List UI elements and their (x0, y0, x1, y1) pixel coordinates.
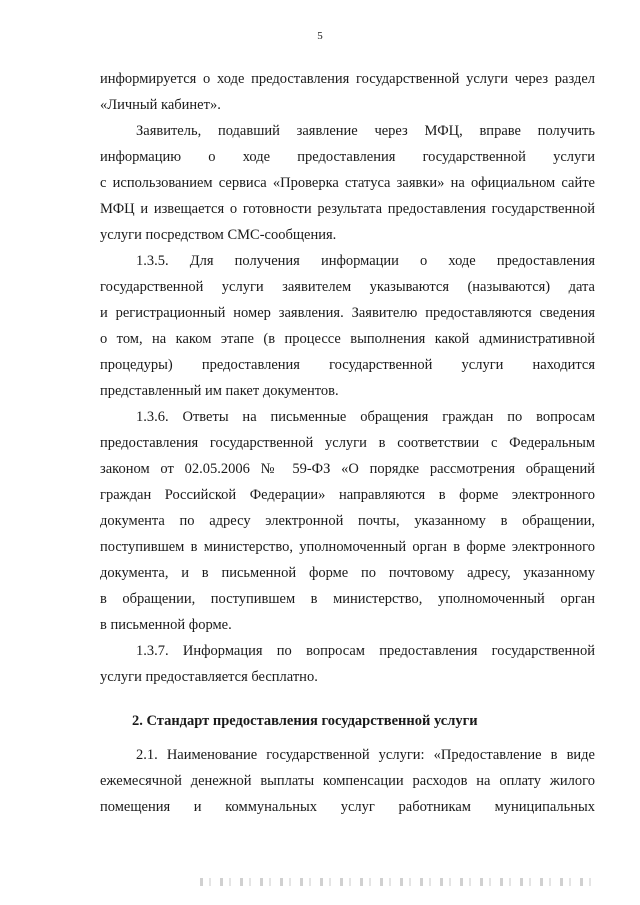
text-line: в письменной форме. (100, 617, 232, 633)
section-heading: 2. Стандарт предоставления государственной услуги (132, 713, 478, 729)
text-line: представленный им пакет документов. (100, 383, 339, 399)
text-line: граждан Российской Федерации» направляются в форме электронного (100, 487, 595, 503)
text-line: 1.3.6. Ответы на письменные обращения граждан по вопросам (136, 409, 595, 425)
text-line: документа по адресу электронной почты, указанному в обращении, (100, 513, 595, 529)
text-line: 1.3.7. Информация по вопросам предоставления государственной (136, 643, 595, 659)
text-line: поступившем в министерство, уполномоченный орган в форме электронного (100, 539, 595, 555)
text-line: процедуры) предоставления государственной услуги находится (100, 357, 595, 373)
text-line: Заявитель, подавший заявление через МФЦ, вправе получить (136, 123, 595, 139)
text-line: документа, и в письменной форме по почтовому адресу, указанному (100, 565, 595, 581)
text-line: о том, на каком этапе (в процессе выполнения какой административной (100, 331, 595, 347)
text-line: МФЦ и извещается о готовности результата предоставления государственной (100, 201, 595, 217)
text-line: с использованием сервиса «Проверка статуса заявки» на официальном сайте (100, 175, 595, 191)
scan-artifact (200, 878, 600, 886)
text-line: 2.1. Наименование государственной услуги: «Предоставление в виде (136, 747, 595, 763)
page-number: 5 (317, 30, 323, 42)
text-line: в обращении, поступившем в министерство, уполномоченный орган (100, 591, 595, 607)
text-line: услуги предоставляется бесплатно. (100, 669, 318, 685)
text-line: помещения и коммунальных услуг работникам муниципальных (100, 799, 595, 815)
text-line: информацию о ходе предоставления государственной услуги (100, 149, 595, 165)
text-line: ежемесячной денежной выплаты компенсации расходов на оплату жилого (100, 773, 595, 789)
text-line: предоставления государственной услуги в соответствии с Федеральным (100, 435, 595, 451)
text-line: информируется о ходе предоставления государственной услуги через раздел (100, 71, 595, 87)
text-line: 1.3.5. Для получения информации о ходе предоставления (136, 253, 595, 269)
text-line: услуги посредством СМС-сообщения. (100, 227, 337, 243)
text-line: и регистрационный номер заявления. Заявителю предоставляются сведения (100, 305, 595, 321)
text-line: законом от 02.05.2006 № 59-ФЗ «О порядке рассмотрения обращений (100, 461, 595, 477)
text-line: «Личный кабинет». (100, 97, 221, 113)
text-line: государственной услуги заявителем указываются (называются) дата (100, 279, 595, 295)
